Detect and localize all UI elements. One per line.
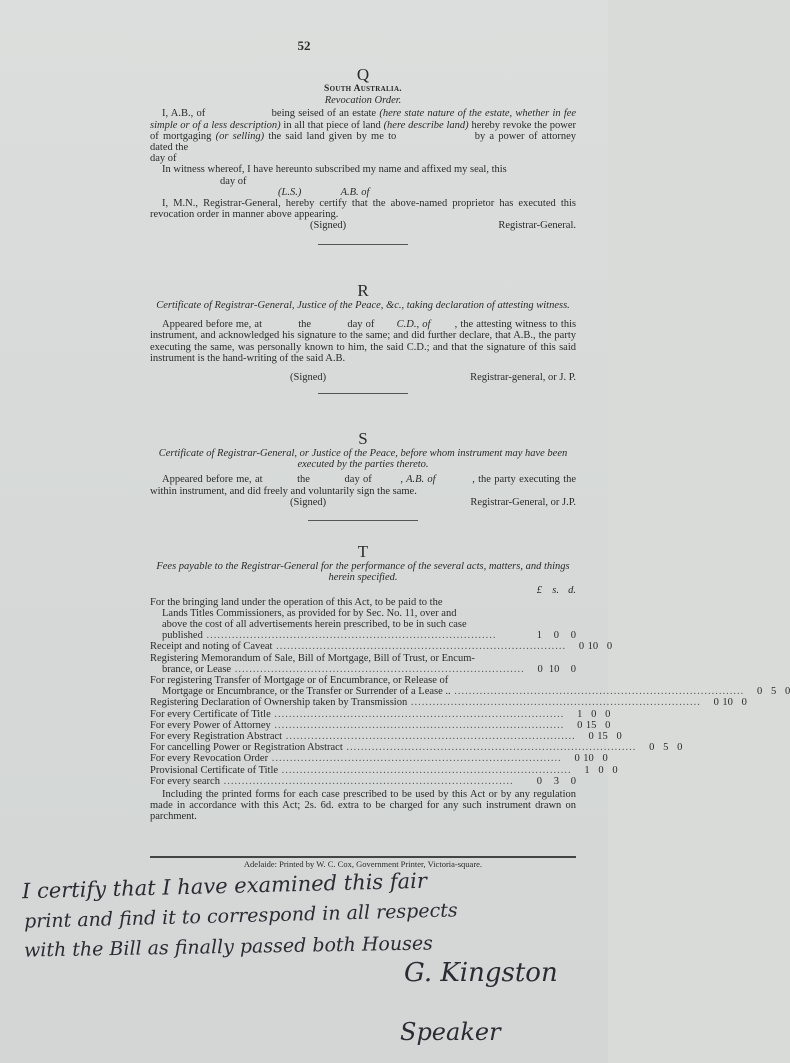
fee-description [150, 765, 572, 776]
fee-amount [524, 630, 576, 641]
fee-text: Registering Declaration of Ownership taken by Transmission [150, 697, 408, 709]
fee-description [150, 697, 701, 708]
fee-pounds: 0 [578, 641, 585, 653]
seal-line [150, 187, 576, 198]
fee-row-line [150, 719, 611, 731]
registrar-label: Registrar-General. [498, 220, 576, 232]
leader-dots: ................................................................................ [202, 630, 497, 642]
pence-header: d. [568, 585, 576, 597]
leader-dots: ................................................................................ [270, 719, 565, 731]
revocation-title: Revocation Order. [324, 95, 402, 107]
leader-dots: ................................................................................ [268, 753, 562, 765]
leader-dots: ................................................................................ [270, 708, 565, 720]
section-letter-r: R [357, 281, 369, 300]
section-letter-q: Q [356, 65, 370, 84]
section-t [150, 542, 790, 823]
fee-pence: 0 [605, 708, 611, 720]
fee-text: Receipt and noting of Caveat [150, 641, 273, 653]
fee-shillings: 5 [663, 742, 669, 754]
text-fragment: executing the within instrument, and did freely and voluntarily sign the same. [150, 474, 577, 497]
fee-row-line [150, 630, 576, 641]
fee-amount [564, 709, 610, 720]
leader-dots: ................................................................................ [272, 641, 567, 653]
shillings-header: s. [552, 585, 559, 597]
text-fragment: day of [220, 175, 247, 187]
divider [318, 393, 408, 394]
fees-table [150, 596, 790, 787]
fee-description [150, 597, 524, 608]
signature-line-q [150, 220, 576, 231]
fee-row-line [150, 597, 576, 608]
text-fragment: In witness whereof, I have hereunto subscribed my name and affixed my seal, this [162, 164, 507, 176]
fee-text: Lands Titles Commissioners, as provided for by Sec. No. 11, over and [162, 607, 457, 619]
fee-amount [636, 742, 682, 753]
fee-pounds: 1 [584, 764, 590, 776]
section-letter-t: T [357, 542, 369, 561]
fee-shillings: 3 [553, 775, 559, 787]
handwritten-line-1: I certify that I have examined this fair [21, 868, 428, 904]
fee-shillings: 0 [591, 708, 597, 720]
fee-shillings: 15 [597, 731, 608, 743]
registrar-label: Registrar-general, or J. P. [470, 372, 576, 384]
text-fragment: in all that piece of land [283, 119, 381, 131]
fee-pence: 0 [605, 719, 611, 731]
page-number: 52 [297, 38, 311, 53]
fee-amount [572, 765, 618, 776]
text-fragment: C.D., of [396, 319, 431, 331]
fee-row-line [150, 664, 576, 675]
leader-dots: ................................................................................ [342, 742, 637, 754]
fee-row-line [150, 708, 611, 720]
signed-label: (Signed) [290, 496, 327, 508]
divider [318, 244, 408, 245]
leader-dots: ................................................................................ [219, 775, 514, 787]
fee-text: For the bringing land under the operation of this Act, to be paid to the [150, 596, 443, 608]
witness-paragraph [150, 164, 576, 186]
seal-mark: (L.S.) [278, 186, 302, 198]
section-r [150, 282, 576, 394]
fee-pence: 0 [785, 686, 790, 698]
fee-row-line [150, 742, 683, 754]
handwritten-line-3: with the Bill as finally passed both Houses [23, 932, 434, 962]
registrar-label: Registrar-General, or J.P. [470, 496, 576, 508]
fee-description [150, 709, 564, 720]
fee-row-line [150, 686, 790, 698]
fees-title: Fees payable to the Registrar-General for the performance of the several acts, matters, and things herein specified. [156, 561, 570, 584]
text-fragment: (here describe land) [383, 119, 469, 131]
section-letter-s: S [358, 429, 368, 448]
fee-description [150, 608, 524, 619]
signatory: A.B. of [340, 186, 370, 198]
text-fragment: day of [344, 474, 372, 486]
fee-pounds: 0 [649, 742, 655, 754]
fee-text: For every search [150, 775, 220, 787]
fee-shillings: 0 [598, 764, 604, 776]
text-fragment: the said land given by me to [268, 130, 397, 142]
fee-text: Mortgage or Encumbrance, or the Transfer or Surrender of a Lease .. [162, 686, 451, 698]
fee-shillings: 10 [548, 663, 560, 675]
fee-row-line [150, 753, 608, 765]
revocation-paragraph [150, 108, 576, 164]
fee-text: brance, or Lease [162, 663, 232, 675]
fee-row-line [150, 697, 747, 709]
fee-description [150, 776, 524, 787]
section-q [150, 66, 576, 245]
certificate-title-r: Certificate of Registrar-General, Justice of the Peace, &c., taking declaration of attesting witness. [156, 300, 570, 311]
fee-text: published [162, 630, 203, 642]
fee-pence: 0 [570, 630, 576, 642]
signed-label: (Signed) [290, 372, 327, 384]
fee-pence: 0 [741, 697, 747, 709]
text-fragment: , the attesting [454, 319, 512, 331]
divider [308, 520, 418, 521]
fee-text: For every Revocation Order [150, 753, 269, 765]
fee-description [150, 664, 525, 675]
fee-pounds: 1 [577, 708, 583, 720]
text-fragment: hereby revoke the power of mortgaging [150, 119, 577, 142]
fee-description [150, 619, 524, 630]
fee-text: For every Registration Abstract [150, 731, 283, 743]
fee-amount [576, 731, 622, 742]
fee-row-line [150, 608, 576, 619]
leader-dots: ................................................................................ [278, 764, 572, 776]
fee-amount [701, 697, 747, 708]
fee-pounds: 0 [537, 663, 543, 675]
fee-amount [524, 776, 576, 787]
currency-columns [524, 585, 576, 596]
text-fragment: witness to this instrument, and acknowledged his signature to the same; and did further declare, that A.B., the party executing the same, was personally known to him, the said C.D.; and that the signature of this said instrument is the hand-writing of the said A.B. [150, 319, 577, 364]
fee-shillings: 10 [587, 641, 599, 653]
fee-text: Provisional Certificate of Title [150, 764, 279, 776]
fee-pence: 0 [612, 764, 618, 776]
certificate-title-s: Certificate of Registrar-General, or Justice of the Peace, before whom instrument may have been executed by the parties thereto. [158, 448, 568, 471]
state-heading: South Australia. [324, 84, 402, 94]
fee-description [150, 731, 576, 742]
fee-text: For every Certificate of Title [150, 708, 271, 720]
fee-row-line [150, 675, 576, 686]
text-fragment: (or selling) [215, 130, 265, 142]
fee-description [150, 641, 566, 652]
fee-pounds: 0 [577, 719, 583, 731]
fee-description [150, 686, 744, 697]
fee-amount [564, 720, 610, 731]
signature-line-r [150, 372, 576, 383]
appearance-paragraph-s [150, 474, 576, 496]
fee-description [150, 720, 564, 731]
fee-row-line [150, 641, 613, 653]
currency-header [150, 585, 576, 596]
handwritten-line-2: print and find it to correspond in all respects [23, 899, 458, 933]
fee-row-line [150, 731, 622, 743]
fee-amount [744, 686, 790, 697]
fee-description [150, 653, 524, 664]
fee-text: For registering Transfer of Mortgage or of Encumbrance, or Release of [150, 675, 449, 687]
registrar-certify-paragraph: I, M.N., Registrar-General, hereby certify that the above-named proprietor has executed this revocation order in manner above appearing. [150, 198, 576, 221]
appearance-paragraph-r [150, 319, 576, 364]
signed-label: (Signed) [310, 220, 347, 232]
fee-pounds: 0 [757, 686, 763, 698]
fee-description [150, 675, 524, 686]
fee-shillings: 15 [585, 719, 597, 731]
fees-note: Including the printed forms for each case prescribed to be used by this Act or by any regulation made in accordance with this Act; 2s. 6d. extra to be charged for any such instrument drawn on parchment. [150, 789, 576, 823]
text-fragment: day of [347, 319, 375, 331]
fee-amount [562, 753, 608, 764]
handwritten-signature: G. Kingston [404, 958, 558, 988]
fee-pence: 0 [616, 731, 622, 743]
text-fragment: , the party [472, 474, 516, 486]
signature-line-s [150, 497, 576, 508]
fee-description [150, 742, 636, 753]
text-fragment: Appeared before me, at [162, 474, 263, 486]
text-fragment: , A.B. of [400, 474, 436, 486]
fee-pounds: 0 [574, 753, 580, 765]
leader-dots: ................................................................................ [282, 731, 576, 743]
fee-shillings: 10 [722, 697, 733, 709]
text-fragment: (here state nature of the estate, whether in fee simple or of a less description) [150, 108, 577, 131]
pounds-header: £ [536, 585, 542, 597]
fee-row-line [150, 764, 618, 776]
fee-pence: 0 [570, 663, 576, 675]
fee-pounds: 1 [536, 630, 542, 642]
fee-description [150, 630, 524, 641]
fee-amount [566, 641, 612, 652]
fee-shillings: 10 [583, 753, 594, 765]
fee-pounds: 0 [713, 697, 719, 709]
text-fragment: by a power of attorney dated the [150, 130, 577, 154]
printer-imprint: Adelaide: Printed by W. C. Cox, Government Printer, Victoria-square. [150, 856, 576, 869]
fee-shillings: 0 [553, 630, 559, 642]
leader-dots: ................................................................................ [231, 663, 525, 675]
fee-text: Registering Memorandum of Sale, Bill of Mortgage, Bill of Trust, or Encum- [150, 652, 475, 664]
fee-pence: 0 [606, 641, 613, 653]
fee-description [150, 753, 562, 764]
fee-text: above the cost of all advertisements herein prescribed, to be in such case [162, 619, 467, 631]
fee-row-line [150, 619, 576, 630]
fee-amount [525, 664, 576, 675]
text-fragment: the [298, 319, 312, 331]
text-fragment: the [297, 474, 310, 486]
fee-pounds: 0 [536, 775, 542, 787]
leader-dots: ................................................................................ [407, 697, 701, 709]
fee-text: For cancelling Power or Registration Abstract [150, 742, 343, 754]
fee-pence: 0 [570, 775, 576, 787]
text-fragment: day of [150, 153, 177, 165]
handwritten-title: Speaker [400, 1018, 501, 1046]
fee-pence: 0 [602, 753, 608, 765]
fee-text: For every Power of Attorney [150, 719, 271, 731]
text-fragment: Appeared before me, at [162, 319, 263, 331]
section-s [150, 430, 576, 521]
fee-pounds: 0 [588, 731, 594, 743]
fee-shillings: 5 [771, 686, 777, 698]
text-fragment: being seised of an estate [271, 108, 377, 120]
fee-pence: 0 [677, 742, 683, 754]
text-fragment: I, A.B., of [162, 108, 206, 120]
fee-row-line [150, 776, 576, 787]
leader-dots: ................................................................................ [450, 686, 745, 698]
fee-row-line [150, 653, 576, 664]
